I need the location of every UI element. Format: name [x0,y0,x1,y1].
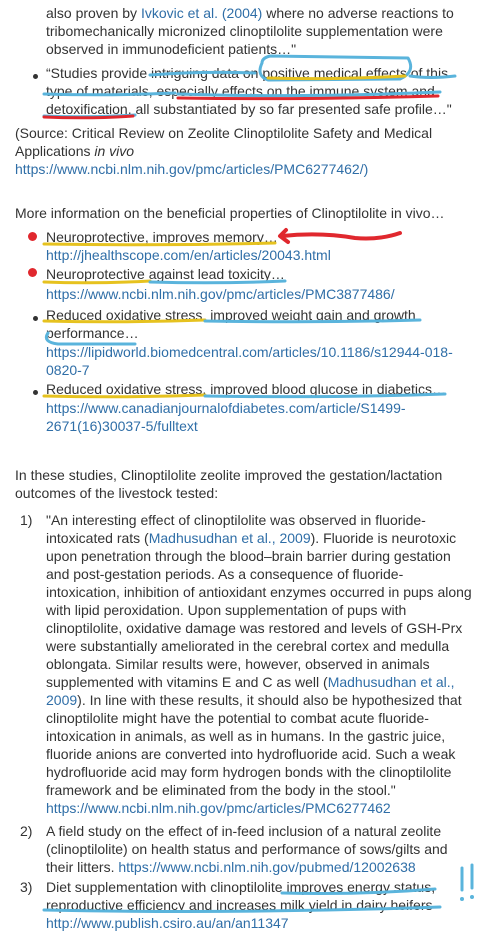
study-1-number: 1) [20,512,33,528]
study-2-url[interactable]: https://www.ncbi.nlm.nih.gov/pubmed/12002638 [118,859,416,875]
study-1-line: intoxicated rats (Madhusudhan et al., 2009). Fluoride is neurotoxic [46,530,457,546]
bullet-1-line-1: also proven by Ivkovic et al. (2004) where no adverse reactions to [46,5,454,21]
madhusudhan-year-link[interactable]: 2009 [46,692,78,708]
red-marker-dot [28,268,37,277]
red-marker-dot [28,232,37,241]
bullet-1-line-2: tribomechanically micronized clinoptilolite supplementation were [46,23,443,39]
study-2-line: their litters. https://www.ncbi.nlm.nih.gov/pubmed/12002638 [46,859,416,875]
source-line-2: Applications in vivo [15,143,135,159]
study-1-line: intoxication in animals, as well as in humans. In the gastric juice, [46,728,446,744]
source-line-1: (Source: Critical Review on Zeolite Clinoptilolite Safety and Medical [15,125,433,141]
study-1-line: supplemented with vitamins E and C as well (Madhusudhan et al., [46,674,455,690]
study-3-line: reproductive efficiency and increases milk yield in dairy heifers [46,897,433,913]
benefit-3-url-line-1[interactable]: https://lipidworld.biomedcentral.com/articles/10.1186/s12944-018- [46,344,453,360]
study-1-line: with lipid peroxidation. Upon supplementation of pups with [46,602,407,618]
study-1-line: oblongata. Similar results were, however, observed in animals [46,656,430,672]
studies-intro-line-1: In these studies, Clinoptilolite zeolite improved the gestation/lactation [15,467,443,483]
madhusudhan-link[interactable]: Madhusudhan et al., 2009 [148,530,311,546]
bullet-1-line-3: observed in immunodeficient patients…" [46,41,297,57]
study-1-line: "An interesting effect of clinoptilolite was observed in fluoride- [46,512,426,528]
studies-intro-line-2: outcomes of the livestock tested: [15,485,219,501]
study-1-line: framework and be eliminated from the body in the stool." [46,782,396,798]
study-3-number: 3) [20,879,33,895]
bullet-2-line-3: detoxification, all substantiated by so far presented safe profile…" [46,101,452,117]
benefit-4-title: Reduced oxidative stress, improved blood glucose in diabetics… [46,381,446,397]
study-1-line: and post-gestation periods. As a consequence of fluoride- [46,566,404,582]
bullet-dot [33,316,38,321]
bullet-2-line-2: type of materials, especially effects on the immune system and [46,83,435,99]
study-3-url[interactable]: http://www.publish.csiro.au/an/an11347 [46,915,289,931]
benefit-2-url[interactable]: https://www.ncbi.nlm.nih.gov/pmc/articles/PMC3877486/ [46,286,395,302]
benefit-4-url-line-1[interactable]: https://www.canadianjournalofdiabetes.com/article/S1499- [46,400,406,416]
in-vivo-emphasis: in vivo [94,143,135,159]
source-url-link[interactable]: https://www.ncbi.nlm.nih.gov/pmc/articles/PMC6277462/) [15,161,369,177]
benefit-3-url-line-2[interactable]: 0820-7 [46,362,90,378]
benefit-1-title: Neuroprotective, improves memory… [46,229,278,245]
study-2-line: A field study on the effect of in-feed inclusion of a natural zeolite [46,823,442,839]
ivkovic-link[interactable]: Ivkovic et al. (2004) [140,5,263,21]
study-1-url[interactable]: https://www.ncbi.nlm.nih.gov/pmc/articles/PMC6277462 [46,800,391,816]
benefit-3-title-line-1: Reduced oxidative stress, improved weight gain and growth [46,307,416,323]
bullet-2-line-1: “Studies provide intriguing data on positive medical effects of this [46,65,449,81]
study-1-line: clinoptilolite, oxidative damage was restored and levels of GSH-Prx [46,620,463,636]
study-2-number: 2) [20,823,33,839]
study-1-line: clinoptilolite might have the potential to combat acute fluoride- [46,710,429,726]
study-2-line: (clinoptilolite) on health status and performance of sows/gilts and [46,841,448,857]
study-1-line: intoxication, inhibition of antioxidant enzymes occurred in pups along [46,584,472,600]
benefit-1-url[interactable]: http://jhealthscope.com/en/articles/20043.html [46,247,331,263]
study-3-line: Diet supplementation with clinoptilolite improves energy status, [46,879,436,895]
study-1-line: fluoride anions are converted into hydrofluoride acid. Such a weak [46,746,456,762]
benefit-3-title-line-2: performance… [46,325,139,341]
madhusudhan-link[interactable]: Madhusudhan et al., [327,674,455,690]
study-1-line: upon penetration through the blood–brain barrier during gestation [46,548,451,564]
study-1-line: hydrofluoride acid may form hydrogen bonds with the clinoptilolite [46,764,452,780]
more-info-heading: More information on the beneficial properties of Clinoptilolite in vivo… [15,205,445,221]
study-1-line: were substantially ameliorated in the cerebral cortex and medulla [46,638,450,654]
bullet-dot [33,390,38,395]
benefit-4-url-line-2[interactable]: 2671(16)30037-5/fulltext [46,418,198,434]
benefit-2-title: Neuroprotective against lead toxicity… [46,266,285,282]
study-1-line: 2009). In line with these results, it should also be hypothesized that [46,692,462,708]
bullet-dot [33,74,38,79]
